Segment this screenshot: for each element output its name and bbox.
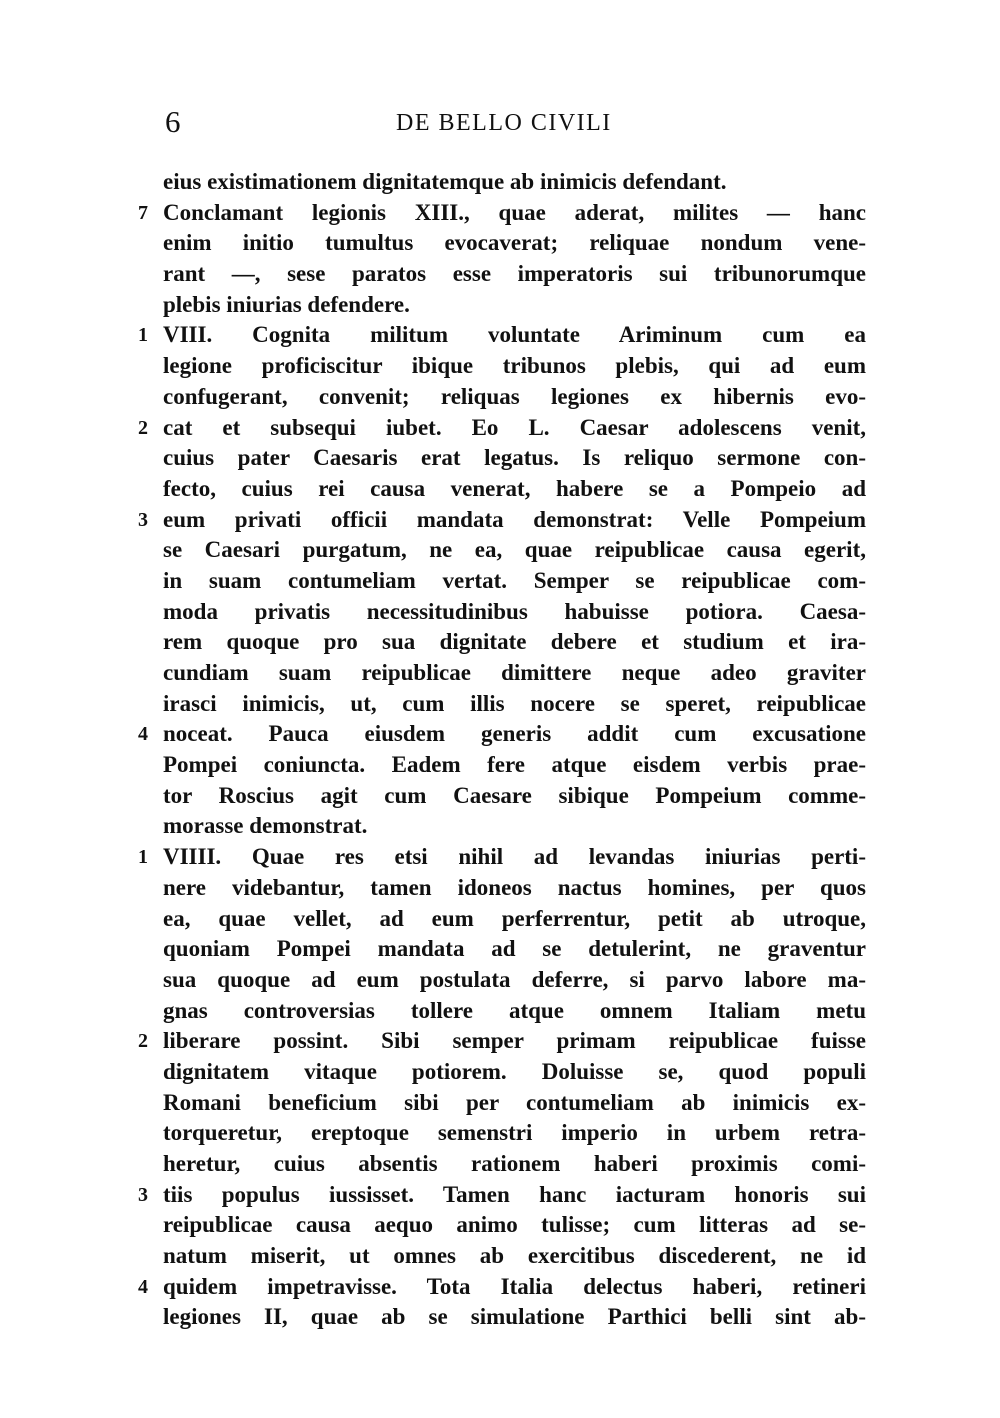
text-line <box>0 1210 1000 1241</box>
text-line <box>0 934 1000 965</box>
text-line <box>0 1272 1000 1303</box>
text-line <box>0 351 1000 382</box>
text-line <box>0 443 1000 474</box>
line-text: cundiam suam reipublicae dimittere neque adeo graviter <box>163 660 866 685</box>
line-text: fecto, cuius rei causa venerat, habere se a Pompeio ad <box>163 475 866 501</box>
line-text: reipublicae causa aequo animo tulisse; cum litteras ad se- <box>163 1212 866 1238</box>
line-text: Pompei coniuncta. Eadem fere atque eisdem verbis prae- <box>163 752 866 778</box>
text-line <box>0 689 1000 720</box>
text-line <box>0 259 1000 290</box>
text-line <box>0 781 1000 812</box>
page-number: 6 <box>165 104 181 139</box>
text-line <box>0 996 1000 1027</box>
line-text: quoniam Pompei mandata ad se detulerint, ne graventur <box>163 936 866 962</box>
line-text: nere videbantur, tamen idoneos nactus homines, per quos <box>163 874 866 900</box>
text-line <box>0 320 1000 351</box>
text-line <box>0 474 1000 505</box>
text-line <box>0 566 1000 597</box>
line-text: legiones II, quae ab se simulatione Parthici belli sint ab- <box>163 1304 866 1330</box>
section-number: 3 <box>138 508 148 531</box>
line-text: enim initio tumultus evocaverat; reliquae nondum vene- <box>163 230 866 256</box>
text-line <box>0 290 1000 321</box>
text-line <box>0 1149 1000 1180</box>
line-text: natum miserit, ut omnes ab exercitibus discederent, ne id <box>163 1243 866 1269</box>
section-number: 4 <box>138 723 148 746</box>
line-text: tor Roscius agit cum Caesare sibique Pompeium comme- <box>163 782 866 808</box>
line-text: rem quoque pro sua dignitate debere et studium et ira- <box>163 629 866 655</box>
line-text: eius existimationem dignitatemque ab inimicis defendant. <box>163 169 727 194</box>
text-line <box>0 382 1000 413</box>
text-line <box>0 1118 1000 1149</box>
line-text: tiis populus iussisset. Tamen hanc iacturam honoris sui <box>163 1181 866 1207</box>
line-text: torqueretur, ereptoque semenstri imperio in urbem retra- <box>163 1120 866 1146</box>
line-text: confugerant, convenit; reliquas legiones ex hibernis evo- <box>163 383 866 409</box>
line-text: gnas controversias tollere atque omnem Italiam metu <box>163 997 866 1023</box>
line-text: VIII. Cognita militum voluntate Ariminum cum ea <box>163 322 866 348</box>
text-line <box>0 1088 1000 1119</box>
line-text: plebis iniurias defendere. <box>163 291 410 317</box>
text-line <box>0 904 1000 935</box>
section-number: 1 <box>138 846 148 869</box>
text-line <box>0 965 1000 996</box>
text-line <box>0 597 1000 628</box>
text-line <box>0 627 1000 658</box>
text-line <box>0 413 1000 444</box>
line-text: cat et subsequi iubet. Eo L. Caesar adolescens venit, <box>163 414 866 440</box>
text-line <box>0 198 1000 229</box>
line-text: quidem impetravisse. Tota Italia delectus haberi, retineri <box>163 1273 866 1299</box>
line-text: liberare possint. Sibi semper primam reipublicae fuisse <box>163 1028 866 1054</box>
text-line <box>0 1026 1000 1057</box>
line-text: Conclamant legionis XIII., quae aderat, milites — hanc <box>163 199 866 225</box>
line-text: in suam contumeliam vertat. Semper se reipublicae com- <box>163 567 866 593</box>
text-line <box>0 1241 1000 1272</box>
line-text: irasci inimicis, ut, cum illis nocere se speret, reipublicae <box>163 690 866 716</box>
line-text: Romani beneficium sibi per contumeliam ab inimicis ex- <box>163 1089 866 1115</box>
line-text: cuius pater Caesaris erat legatus. Is reliquo sermone con- <box>163 445 866 471</box>
section-number: 3 <box>138 1183 148 1206</box>
line-text: legione proficiscitur ibique tribunos plebis, qui ad eum <box>163 353 866 379</box>
text-line <box>0 1302 1000 1333</box>
running-title: DE BELLO CIVILI <box>396 110 612 136</box>
line-text: morasse demonstrat. <box>163 813 368 839</box>
line-text: se Caesari purgatum, ne ea, quae reipublicae causa egerit, <box>163 537 866 563</box>
text-line <box>0 719 1000 750</box>
line-text: VIIII. Quae res etsi nihil ad levandas iniurias perti- <box>163 844 866 870</box>
text-line <box>0 228 1000 259</box>
line-text: sua quoque ad eum postulata deferre, si parvo labore ma- <box>163 966 866 992</box>
text-line <box>0 1180 1000 1211</box>
line-text: moda privatis necessitudinibus habuisse potiora. Caesa- <box>163 598 866 624</box>
text-line <box>0 750 1000 781</box>
line-text: dignitatem vitaque potiorem. Doluisse se, quod populi <box>163 1058 866 1084</box>
text-line <box>0 873 1000 904</box>
text-line <box>0 1057 1000 1088</box>
line-text: heretur, cuius absentis rationem haberi proximis comi- <box>163 1151 866 1176</box>
body-text <box>0 167 1000 1333</box>
text-line <box>0 505 1000 536</box>
line-text: noceat. Pauca eiusdem generis addit cum excusatione <box>163 721 866 747</box>
section-number: 7 <box>138 201 148 224</box>
text-line <box>0 658 1000 689</box>
line-text: ea, quae vellet, ad eum perferrentur, petit ab utroque, <box>163 905 866 931</box>
text-line <box>0 811 1000 842</box>
line-text: eum privati officii mandata demonstrat: Velle Pompeium <box>163 506 866 532</box>
section-number: 2 <box>138 416 148 439</box>
line-text: rant —, sese paratos esse imperatoris sui tribunorumque <box>163 261 866 287</box>
text-line <box>0 842 1000 873</box>
section-number: 1 <box>138 324 148 347</box>
section-number: 4 <box>138 1275 148 1298</box>
text-line <box>0 535 1000 566</box>
section-number: 2 <box>138 1030 148 1053</box>
text-line <box>0 167 1000 198</box>
